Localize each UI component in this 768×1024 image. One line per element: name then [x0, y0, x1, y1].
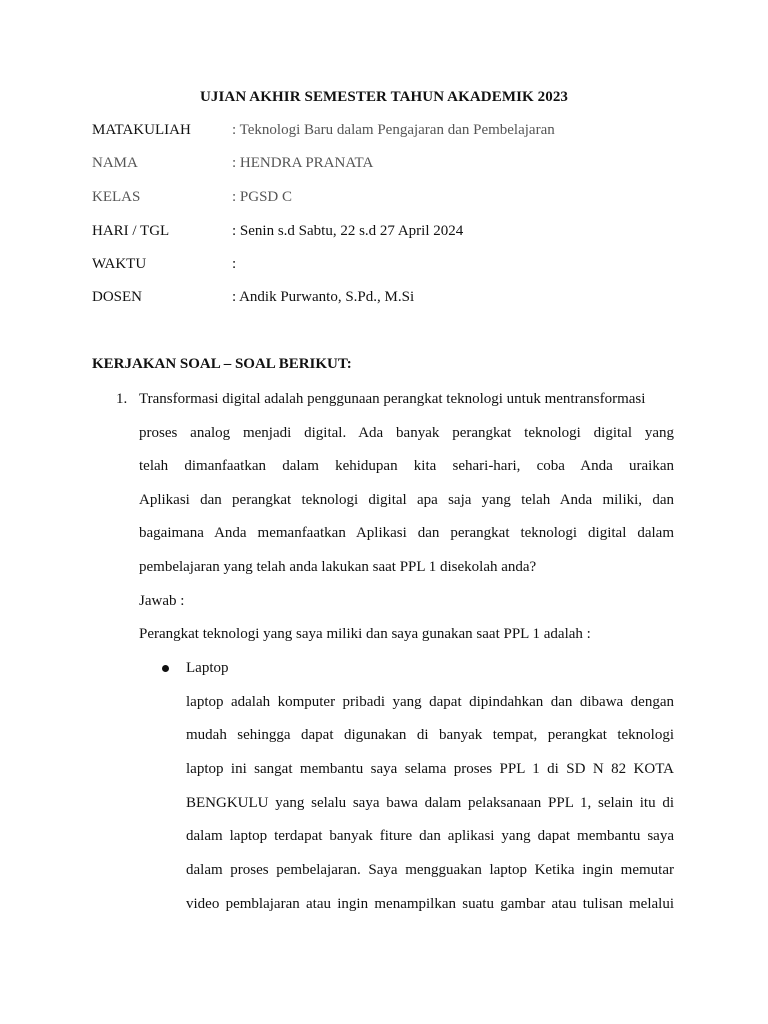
info-label: DOSEN — [92, 289, 143, 305]
question-line: bagaimana Anda memanfaatkan Aplikasi dan perangkat teknologi digital dalam — [139, 525, 674, 541]
info-label: NAMA — [92, 155, 138, 171]
bullet-line: laptop ini sangat membantu saya selama proses PPL 1 di SD N 82 KOTA — [186, 761, 674, 777]
bullet-line: mudah sehingga dapat digunakan di banyak tempat, perangkat teknologi — [186, 727, 674, 743]
question-line: telah dimanfaatkan dalam kehidupan kita sehari-hari, coba Anda uraikan — [139, 458, 674, 474]
bullet-line: dalam laptop terdapat banyak fiture dan aplikasi yang dapat membantu saya — [186, 828, 674, 844]
info-value: : HENDRA PRANATA — [232, 155, 374, 171]
info-value: : Andik Purwanto, S.Pd., M.Si — [232, 289, 415, 305]
question-number: 1. — [116, 391, 128, 407]
question-line: pembelajaran yang telah anda lakukan saat PPL 1 disekolah anda? — [139, 559, 537, 575]
info-label: WAKTU — [92, 256, 147, 272]
question-line: proses analog menjadi digital. Ada banyak perangkat teknologi digital yang — [139, 425, 674, 441]
info-value: : — [232, 256, 237, 272]
info-label: HARI / TGL — [92, 223, 170, 239]
question-line: Transformasi digital adalah penggunaan perangkat teknologi untuk mentransformasi — [139, 391, 646, 407]
bullet-line: dalam proses pembelajaran. Saya mengguakan laptop Ketika ingin memutar — [186, 862, 674, 878]
question-line: Aplikasi dan perangkat teknologi digital apa saja yang telah Anda miliki, dan — [139, 492, 674, 508]
info-value: : PGSD C — [232, 189, 293, 205]
bullet-line: video pemblajaran atau ingin menampilkan suatu gambar atau tulisan melalui — [186, 896, 674, 912]
info-label: MATAKULIAH — [92, 122, 191, 138]
info-value: : Senin s.d Sabtu, 22 s.d 27 April 2024 — [232, 223, 464, 239]
bullet-line: laptop adalah komputer pribadi yang dapat dipindahkan dan dibawa dengan — [186, 694, 674, 710]
document-title: UJIAN AKHIR SEMESTER TAHUN AKADEMIK 2023 — [199, 89, 569, 105]
section-heading: KERJAKAN SOAL – SOAL BERIKUT: — [92, 356, 352, 372]
bullet-line: BENGKULU yang selalu saya bawa dalam pelaksanaan PPL 1, selain itu di — [186, 795, 674, 811]
bullet-dot-icon — [162, 665, 169, 672]
info-label: KELAS — [92, 189, 141, 205]
bullet-title: Laptop — [186, 660, 229, 676]
answer-label: Jawab : — [139, 593, 185, 609]
answer-intro: Perangkat teknologi yang saya miliki dan saya gunakan saat PPL 1 adalah : — [139, 626, 591, 642]
info-value: : Teknologi Baru dalam Pengajaran dan Pembelajaran — [232, 122, 555, 138]
